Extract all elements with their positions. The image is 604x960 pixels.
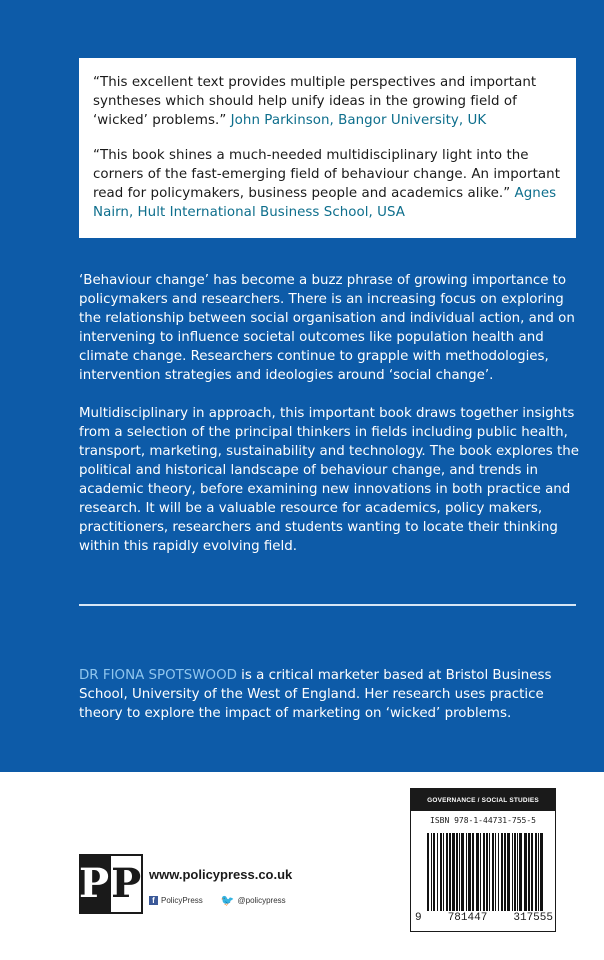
barcode-bar <box>531 833 533 911</box>
social-links <box>149 894 286 907</box>
barcode-digit-group: 317555 <box>513 912 553 924</box>
barcode-bar <box>501 833 503 911</box>
author-bio-text: is a critical marketer based at Bristol Business School, University of the West of England. Her research uses practice theory to explore the impact of marketing on ‘wicked’ problems. <box>79 668 552 721</box>
barcode-bar <box>489 833 490 911</box>
quote-attribution: Agnes Nairn, Hult International Business School, USA <box>93 186 557 220</box>
barcode-bar <box>468 833 471 911</box>
barcode-bars <box>427 833 545 911</box>
publisher-website[interactable]: www.policypress.co.uk <box>149 867 293 882</box>
barcode-bar <box>495 833 496 911</box>
barcode-bar <box>486 833 488 911</box>
barcode-bar <box>538 833 539 911</box>
policy-press-logo <box>79 854 142 914</box>
quote-text: “This excellent text provides multiple perspectives and important syntheses which should help unify ideas in the growing field of ‘wicked’ problems.” <box>93 75 537 128</box>
subject-category: GOVERNANCE / SOCIAL STUDIES <box>411 789 555 811</box>
isbn-number: ISBN 978-1-44731-755-5 <box>430 816 536 825</box>
barcode-bar <box>535 833 537 911</box>
quote-attribution: John Parkinson, Bangor University, UK <box>230 113 487 128</box>
barcode-bar <box>452 833 455 911</box>
barcode-bar <box>456 833 458 911</box>
barcode-bar <box>540 833 543 911</box>
twitter-icon: 🐦 <box>220 895 235 907</box>
description-paragraph: ‘Behaviour change’ has become a buzz phrase of growing importance to policymakers and researchers. There is an increasing focus on exploring the relationship between social organisation and individual action, and on intervening to influence societal outcomes like population health and climate change. Researchers continue to grapple with methodologies, intervention strategies and ideologies around ‘social change’. <box>79 273 575 383</box>
barcode-bar <box>514 833 516 911</box>
twitter-handle[interactable]: @policypress <box>237 896 286 905</box>
endorsement-quote <box>93 146 562 222</box>
facebook-handle[interactable]: PolicyPress <box>161 896 203 905</box>
barcode-bar <box>443 833 444 911</box>
author-name: DR FIONA SPOTSWOOD <box>79 668 237 683</box>
barcode-bar <box>466 833 467 911</box>
facebook-icon: f <box>149 896 158 905</box>
barcode-bar <box>512 833 513 911</box>
isbn-barcode <box>410 788 556 932</box>
barcode-digit-group: 781447 <box>447 912 488 924</box>
endorsement-quote <box>93 73 562 130</box>
barcode-bar <box>524 833 527 911</box>
barcode-bar <box>431 833 432 911</box>
quote-text: “This book shines a much-needed multidisciplinary light into the corners of the fast-emerging field of behaviour change. An important read for policymakers, business people and academics alike.” <box>93 148 560 201</box>
book-description <box>79 271 587 575</box>
barcode-digits <box>415 912 553 924</box>
barcode-bar <box>480 833 481 911</box>
barcode-bar <box>440 833 442 911</box>
author-bio <box>79 666 587 723</box>
divider <box>79 604 576 606</box>
barcode-bar <box>461 833 464 911</box>
barcode-bar <box>437 833 438 911</box>
barcode-bar <box>492 833 494 911</box>
description-paragraph: Multidisciplinary in approach, this important book draws together insights from a selection of the principal thinkers in fields including public health, transport, marketing, sustainability and technology. The book explores the political and historical landscape of behaviour change, and trends in academic theory, before examining new innovations in both practice and research. It will be a valuable resource for academics, policy makers, practitioners, researchers and students wanting to locate their thinking within this rapidly evolving field. <box>79 406 579 554</box>
logo-letter: P <box>109 854 143 914</box>
barcode-digit-group: 9 <box>415 912 422 924</box>
barcode-bar <box>472 833 474 911</box>
barcode-bar <box>504 833 506 911</box>
barcode-bar <box>517 833 518 911</box>
endorsement-box <box>79 58 576 238</box>
barcode-bar <box>459 833 460 911</box>
barcode-bar <box>449 833 451 911</box>
barcode-bar <box>433 833 435 911</box>
barcode-bar <box>528 833 530 911</box>
barcode-bar <box>446 833 448 911</box>
barcode-bar <box>427 833 429 911</box>
barcode-bar <box>498 833 499 911</box>
barcode-bar <box>519 833 522 911</box>
barcode-bar <box>507 833 510 911</box>
logo-letter: P <box>79 860 110 907</box>
barcode-bar <box>483 833 485 911</box>
barcode-bar <box>476 833 479 911</box>
